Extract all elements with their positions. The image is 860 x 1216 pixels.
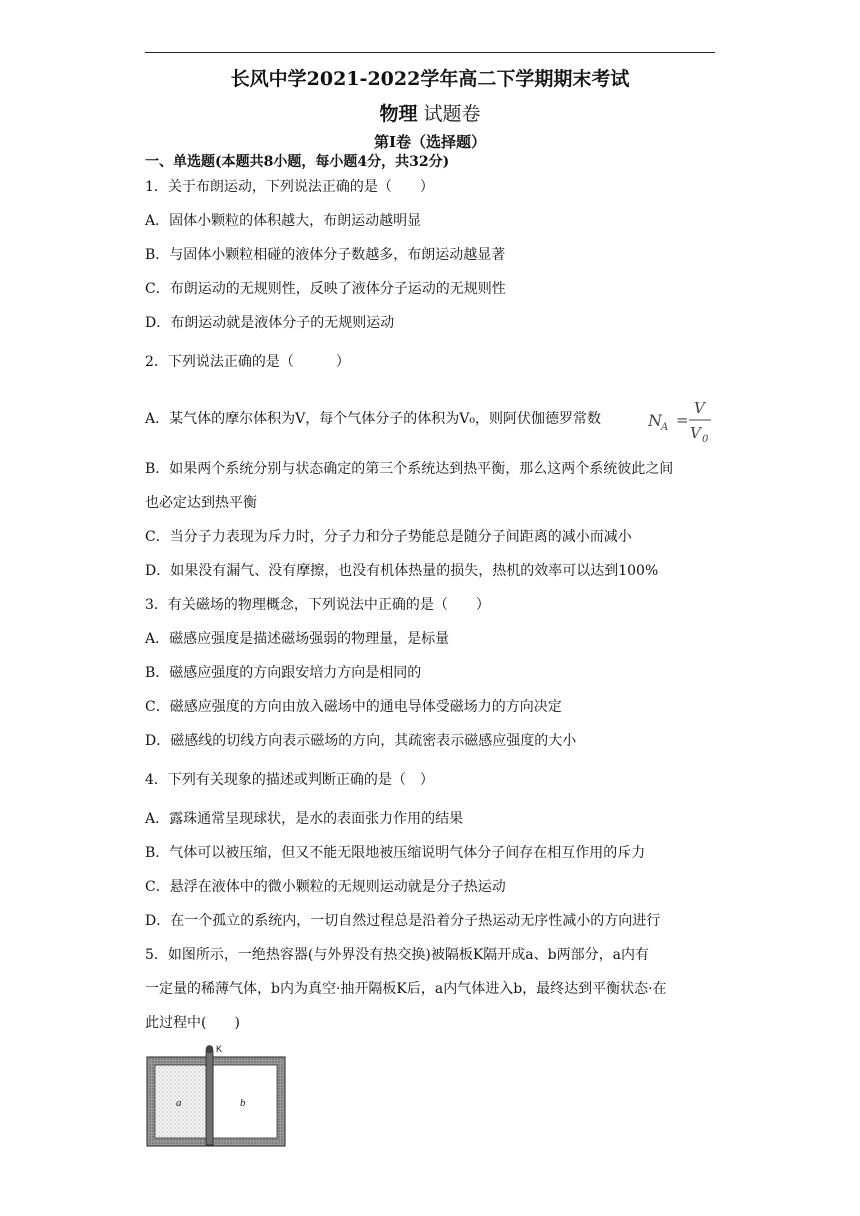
formula-den-sub: 0 — [702, 434, 709, 444]
question-2-option-d: D．如果没有漏气、没有摩擦，也没有机体热量的损失，热机的效率可以达到100% — [145, 563, 659, 579]
question-4-option-c: C．悬浮在液体中的微小颗粒的无规则运动就是分子热运动 — [145, 879, 506, 895]
subject-line — [0, 99, 860, 126]
question-2-stem: 2．下列说法正确的是（ ） — [145, 354, 350, 370]
formula-num: V — [694, 399, 705, 417]
volume-title: 第Ⅰ卷（选择题） — [373, 133, 487, 151]
question-1-option-b: B．与固体小颗粒相碰的液体分子数越多，布朗运动越显著 — [145, 247, 506, 263]
formula-den: V — [690, 424, 701, 442]
question-1-option-d: D．布朗运动就是液体分子的无规则运动 — [145, 315, 395, 331]
avogadro-formula — [648, 396, 714, 448]
question-4-option-b: B．气体可以被压缩，但又不能无限地被压缩说明气体分子间存在相互作用的斥力 — [145, 845, 646, 861]
question-1-option-a: A．固体小颗粒的体积越大，布朗运动越明显 — [145, 213, 422, 229]
question-1-stem: 1．关于布朗运动，下列说法正确的是（ ） — [145, 179, 434, 195]
question-2-option-c: C．当分子力表现为斥力时，分子力和分子势能总是随分子间距离的减小而减小 — [145, 529, 632, 545]
formula-eq: = — [676, 411, 689, 429]
paper-label: 试题卷 — [423, 103, 481, 125]
question-3-option-c: C．磁感应强度的方向由放入磁场中的通电导体受磁场力的方向决定 — [145, 699, 562, 715]
header-rule — [145, 52, 715, 53]
question-4-stem: 4．下列有关现象的描述或判断正确的是（ ） — [145, 772, 434, 788]
page-title: 长风中学2021-2022学年高二下学期期末考试 — [230, 68, 630, 90]
question-4-option-d: D．在一个孤立的系统内，一切自然过程总是沿着分子热运动无序性减小的方向进行 — [145, 913, 661, 929]
partition-knob — [206, 1046, 213, 1053]
question-3-stem: 3．有关磁场的物理概念，下列说法中正确的是（ ） — [145, 597, 490, 613]
partition-k — [206, 1051, 213, 1145]
question-3-option-b: B．磁感应强度的方向跟安培力方向是相同的 — [145, 665, 422, 681]
question-2-option-b-cont: 也必定达到热平衡 — [145, 495, 257, 511]
question-5-stem-line1: 5．如图所示，一绝热容器(与外界没有热交换)被隔板K隔开成a、b两部分，a内有 — [145, 947, 649, 963]
formula-lhs: N — [648, 411, 662, 430]
insulated-container-figure — [146, 1043, 286, 1147]
question-2-option-b: B．如果两个系统分别与状态确定的第三个系统达到热平衡，那么这两个系统彼此之间 — [145, 461, 674, 477]
label-a: a — [176, 1097, 182, 1109]
formula-lhs-sub: A — [661, 422, 669, 433]
question-5-stem-line3: 此过程中( ) — [145, 1015, 240, 1031]
question-1-option-c: C．布朗运动的无规则性，反映了液体分子运动的无规则性 — [145, 281, 506, 297]
subject-name: 物理 — [379, 103, 418, 125]
label-b: b — [240, 1097, 246, 1109]
container-diagram — [146, 1043, 286, 1147]
formula-graphic — [648, 396, 714, 444]
question-4-option-a: A．露珠通常呈现球状，是水的表面张力作用的结果 — [145, 811, 464, 827]
section-heading: 一、单选题(本题共8小题，每小题4分，共32分) — [145, 154, 450, 170]
label-k: K — [216, 1044, 223, 1054]
question-5-stem-line2: 一定量的稀薄气体，b内为真空·抽开隔板K后，a内气体进入b，最终达到平衡状态·在 — [145, 981, 667, 997]
question-3-option-d: D．磁感线的切线方向表示磁场的方向，其疏密表示磁感应强度的大小 — [145, 733, 577, 749]
question-2-option-a: A．某气体的摩尔体积为V，每个气体分子的体积为V₀，则阿伏伽德罗常数 — [145, 411, 601, 427]
question-3-option-a: A．磁感应强度是描述磁场强弱的物理量，是标量 — [145, 631, 450, 647]
